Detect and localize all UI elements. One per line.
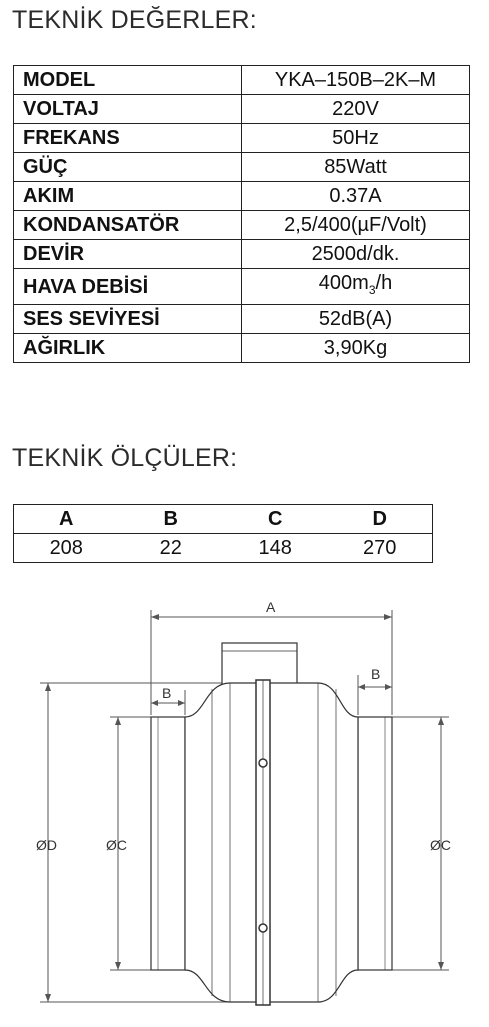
label-b-left: B bbox=[162, 685, 172, 701]
fan-technical-drawing bbox=[0, 590, 489, 1027]
spec-value: 85Watt bbox=[242, 153, 470, 182]
spec-label: GÜÇ bbox=[14, 153, 242, 182]
dimension-value: 208 bbox=[14, 534, 119, 563]
spec-label: AKIM bbox=[14, 182, 242, 211]
spec-label: HAVA DEBİSİ bbox=[14, 269, 242, 305]
spec-value: 2,5/400(µF/Volt) bbox=[242, 211, 470, 240]
label-c-left: ØC bbox=[106, 837, 127, 853]
table-row bbox=[14, 182, 470, 211]
spec-value: 2500d/dk. bbox=[242, 240, 470, 269]
dimensions-table bbox=[13, 504, 433, 563]
spec-value: 52dB(A) bbox=[242, 305, 470, 334]
table-row bbox=[14, 305, 470, 334]
technical-values-table bbox=[13, 65, 470, 363]
label-b-right: B bbox=[371, 666, 381, 682]
table-row bbox=[14, 66, 470, 95]
spec-value: 50Hz bbox=[242, 124, 470, 153]
table-row bbox=[14, 211, 470, 240]
spec-value: 3,90Kg bbox=[242, 334, 470, 363]
table-row bbox=[14, 240, 470, 269]
spec-label: SES SEVİYESİ bbox=[14, 305, 242, 334]
label-c-right: ØC bbox=[430, 837, 451, 853]
table-row bbox=[14, 334, 470, 363]
dimension-value: 22 bbox=[119, 534, 223, 563]
spec-value: 220V bbox=[242, 95, 470, 124]
spec-label: FREKANS bbox=[14, 124, 242, 153]
table-row bbox=[14, 124, 470, 153]
spec-label: MODEL bbox=[14, 66, 242, 95]
table-row bbox=[14, 534, 433, 563]
table-row bbox=[14, 95, 470, 124]
spec-label: DEVİR bbox=[14, 240, 242, 269]
spec-label: AĞIRLIK bbox=[14, 334, 242, 363]
spec-value: $400m_3/h$ bbox=[242, 269, 470, 305]
dimension-header: C bbox=[223, 505, 328, 534]
table-header-row bbox=[14, 505, 433, 534]
dimension-header: D bbox=[327, 505, 432, 534]
dimension-header: A bbox=[14, 505, 119, 534]
dimension-header: B bbox=[119, 505, 223, 534]
technical-dimensions-title: TEKNİK ÖLÇÜLER: bbox=[12, 444, 238, 472]
technical-values-title: TEKNİK DEĞERLER: bbox=[12, 6, 257, 34]
table-row bbox=[14, 269, 470, 305]
label-a: A bbox=[266, 599, 276, 615]
spec-value: 0.37A bbox=[242, 182, 470, 211]
fan-body bbox=[151, 643, 392, 1005]
dimension-value: 270 bbox=[327, 534, 432, 563]
spec-label: VOLTAJ bbox=[14, 95, 242, 124]
dimension-value: 148 bbox=[223, 534, 328, 563]
spec-value: YKA–150B–2K–M bbox=[242, 66, 470, 95]
table-row bbox=[14, 153, 470, 182]
spec-label: KONDANSATÖR bbox=[14, 211, 242, 240]
label-d: ØD bbox=[36, 837, 57, 853]
